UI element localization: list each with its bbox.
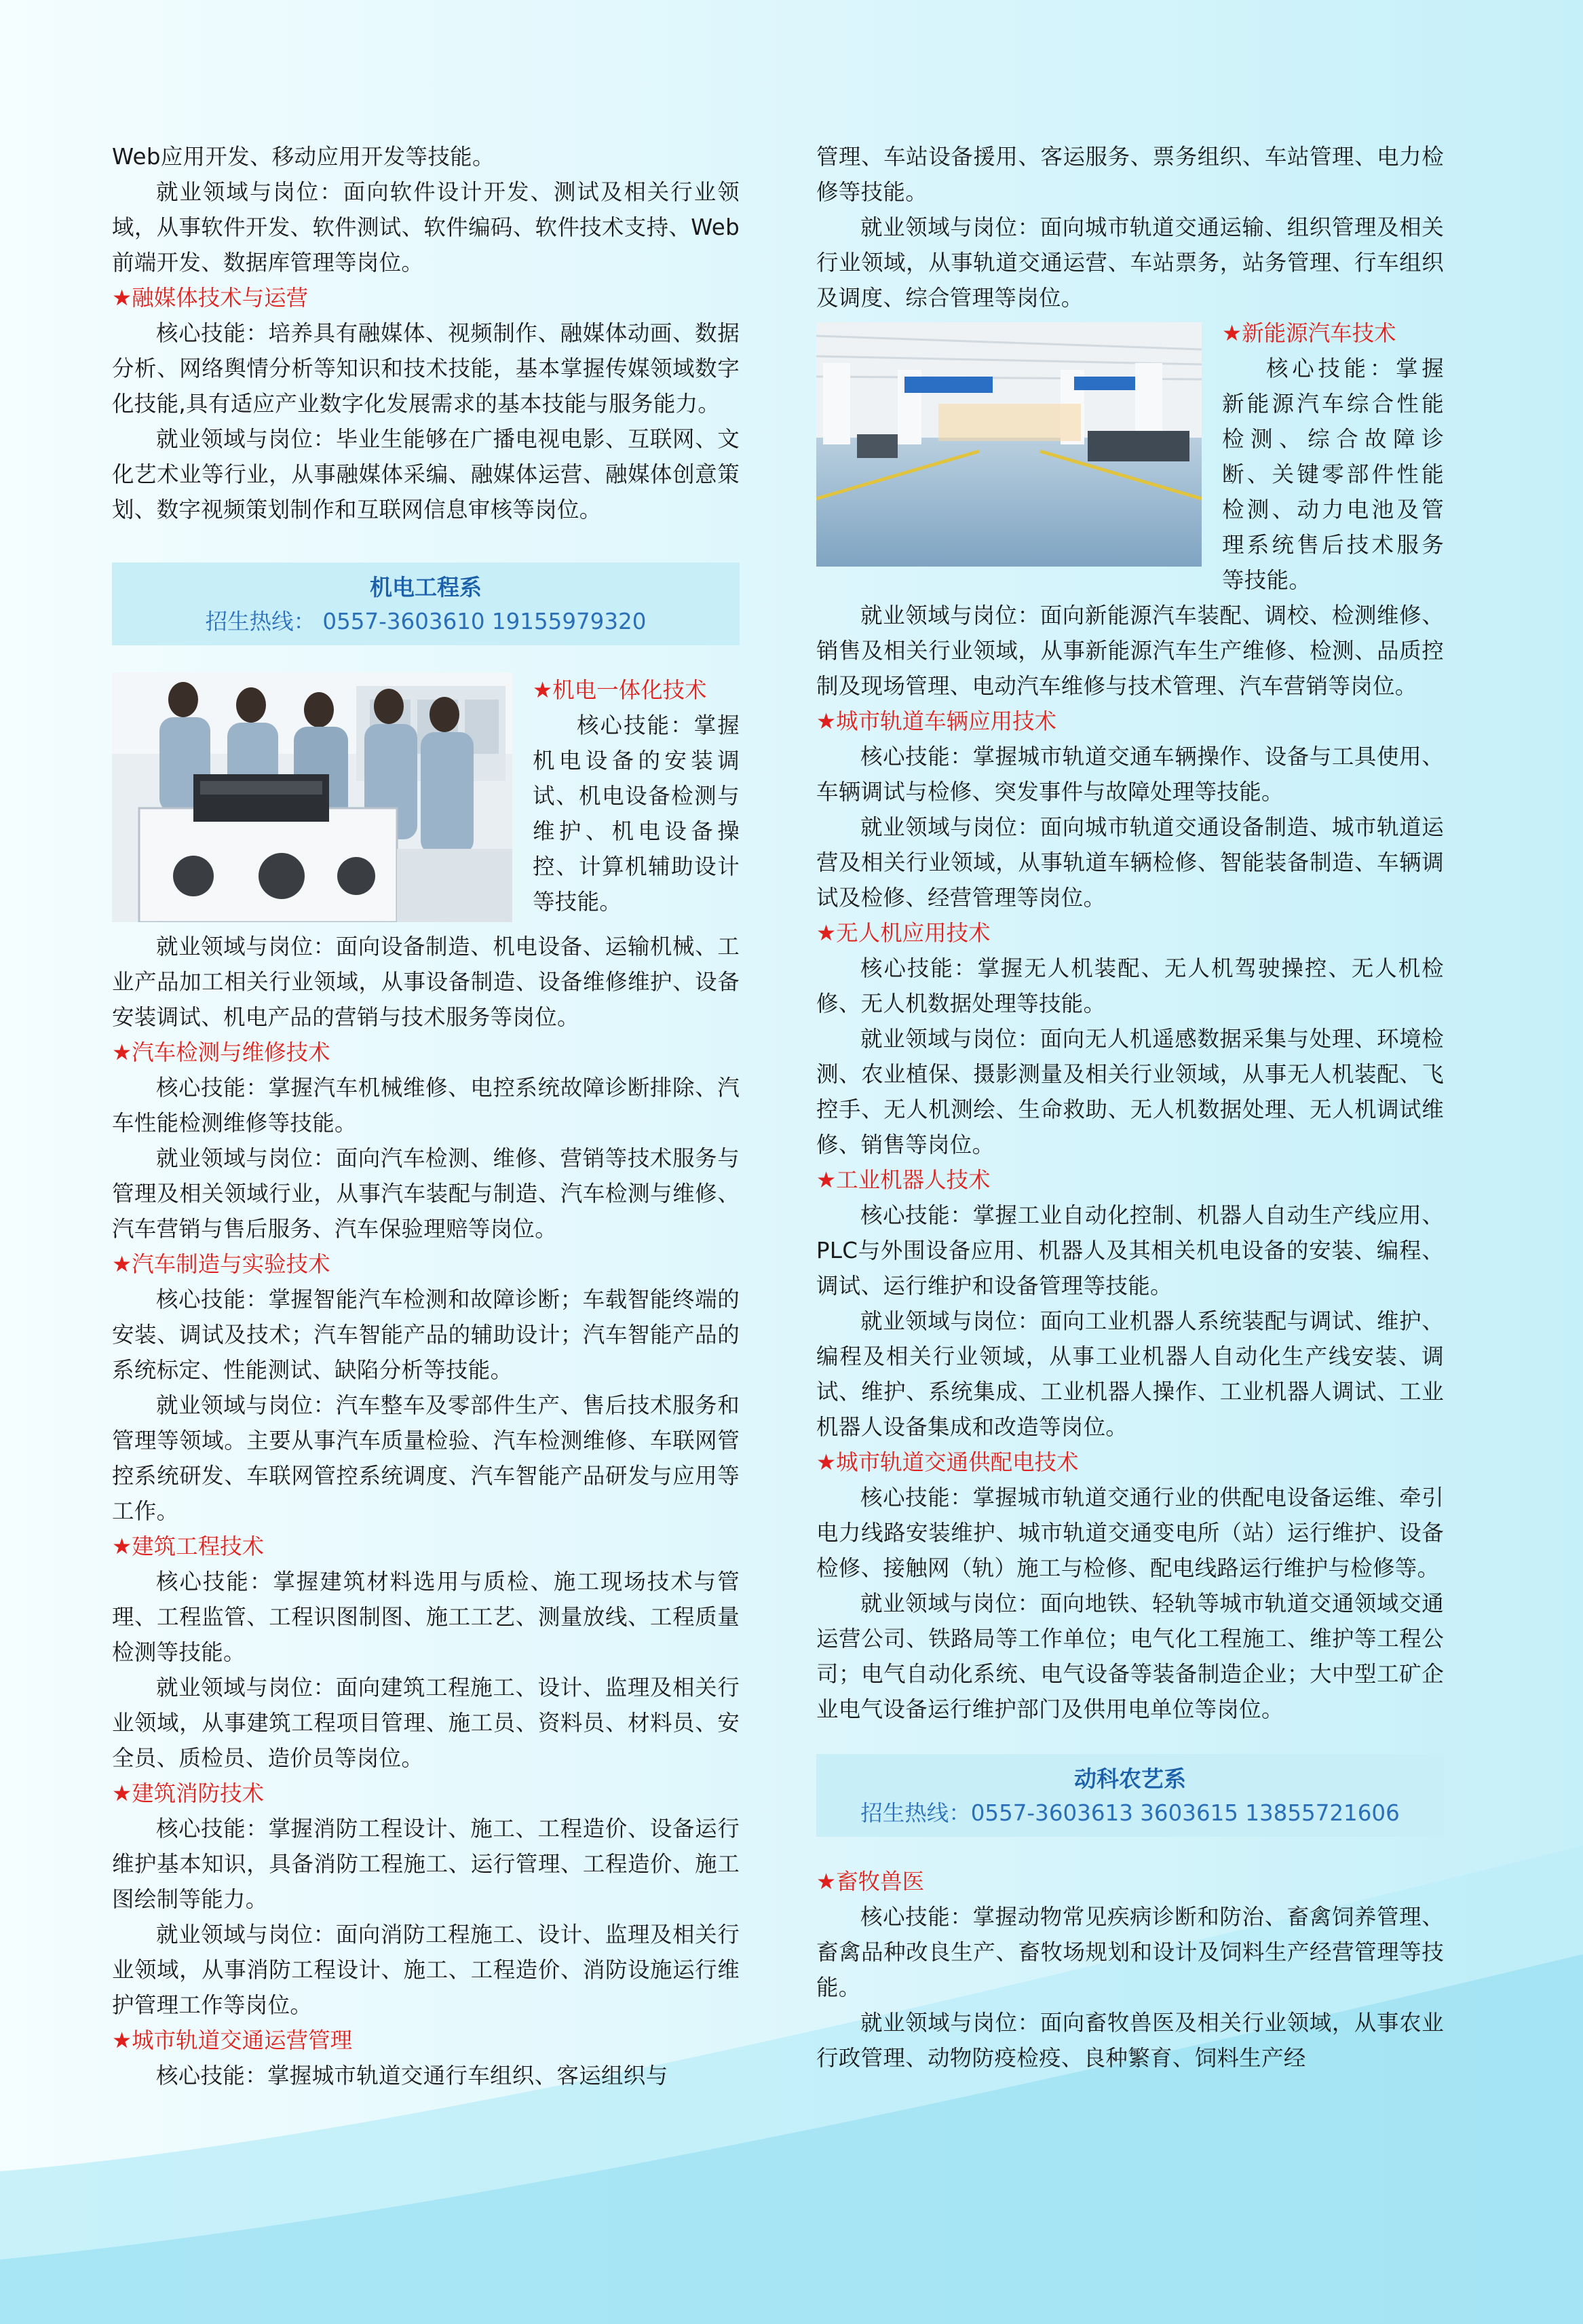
dept-hotline-jidian: 招生热线： 0557-3603610 19155979320 — [205, 609, 647, 634]
major-title-gongpeidian: ★城市轨道交通供配电技术 — [816, 1449, 1079, 1475]
major-jobs-xiaofang: 就业领域与岗位：面向消防工程施工、设计、监理及相关行业领域，从事消防工程设计、施工、工程造价、消防设施运行维护管理工作等岗位。 — [112, 1922, 740, 2018]
dept-name-dongke: 动科农艺系 — [1074, 1766, 1186, 1792]
major-title-guidao-cheliang: ★城市轨道车辆应用技术 — [816, 708, 1057, 734]
photo-jidian-students — [112, 672, 512, 922]
continued-text: 管理、车站设备援用、客运服务、票务组织、车站管理、电力检修等技能。 — [816, 144, 1444, 205]
major-title-jidian: ★机电一体化技术 — [533, 677, 707, 703]
major-skills-xumu: 核心技能：掌握动物常见疾病诊断和防治、畜禽饲养管理、畜禽品种改良生产、畜牧场规划和设计及饲料生产经营管理等技能。 — [816, 1904, 1444, 2000]
major-skills-qiche-zhizao: 核心技能：掌握智能汽车检测和故障诊断；车载智能终端的安装、调试及技术；汽车智能产品的辅助设计；汽车智能产品的系统标定、性能测试、缺陷分析等技能。 — [112, 1287, 740, 1383]
major-title-qiche-zhizao: ★汽车制造与实验技术 — [112, 1251, 330, 1277]
major-title-xiaofang: ★建筑消防技术 — [112, 1780, 265, 1806]
major-jobs-wurenji: 就业领域与岗位：面向无人机遥感数据采集与处理、环境检测、农业植保、摄影测量及相关行业领域，从事无人机装配、飞控手、无人机测绘、生命救助、无人机数据处理、无人机调试维修、销售等岗位。 — [816, 1026, 1444, 1158]
major-jobs-jiqiren: 就业领域与岗位：面向工业机器人系统装配与调试、维护、编程及相关行业领域，从事工业机器人自动化生产线安装、调试、维护、系统集成、工业机器人操作、工业机器人调试、工业机器人设备集成和改造等岗位。 — [816, 1308, 1444, 1440]
major-jobs-jianzhu: 就业领域与岗位：面向建筑工程施工、设计、监理及相关行业领域，从事建筑工程项目管理、施工员、资料员、材料员、安全员、质检员、造价员等岗位。 — [112, 1675, 740, 1771]
major-skills-xinnengyuan: 核心技能：掌握新能源汽车综合性能检测、综合故障诊断、关键零部件性能检测、动力电池及管理系统售后技术服务等技能。 — [1222, 356, 1444, 593]
major-skills-guidao-cheliang: 核心技能：掌握城市轨道交通车辆操作、设备与工具使用、车辆调试与检修、突发事件与故障处理等技能。 — [816, 744, 1444, 805]
major-skills-rongmeiti: 核心技能：培养具有融媒体、视频制作、融媒体动画、数据分析、网络舆情分析等知识和技术技能，基本掌握传媒领域数字化技能,具有适应产业数字化发展需求的基本技能与服务能力。 — [112, 320, 740, 417]
major-title-jiqiren: ★工业机器人技术 — [816, 1167, 991, 1193]
major-title-qiche-jiance: ★汽车检测与维修技术 — [112, 1040, 330, 1065]
major-jobs-qiche-jiance: 就业领域与岗位：面向汽车检测、维修、营销等技术服务与管理及相关领域行业，从事汽车装配与制造、汽车检测与维修、汽车营销与售后服务、汽车保验理赔等岗位。 — [112, 1145, 740, 1242]
major-skills-jianzhu: 核心技能：掌握建筑材料选用与质检、施工现场技术与管理、工程监管、工程识图制图、施工工艺、测量放线、工程质量检测等技能。 — [112, 1569, 740, 1665]
guidao-yunying-jobs: 就业领域与岗位：面向城市轨道交通运输、组织管理及相关行业领域，从事轨道交通运营、车站票务，站务管理、行车组织及调度、综合管理等岗位。 — [816, 214, 1444, 311]
major-jobs-gongpeidian: 就业领域与岗位：面向地铁、轻轨等城市轨道交通领域交通运营公司、铁路局等工作单位；电气化工程施工、维护等工程公司；电气自动化系统、电气设备等装备制造企业；大中型工矿企业电气设备运行维护部门及供用电单位等岗位。 — [816, 1590, 1444, 1722]
major-skills-jidian: 核心技能：掌握机电设备的安装调试、机电设备检测与维护、机电设备操控、计算机辅助设计等技能。 — [533, 712, 740, 915]
major-skills-guidao-yunying: 核心技能：掌握城市轨道交通行车组织、客运组织与 — [156, 2063, 668, 2089]
major-title-xumu: ★畜牧兽医 — [816, 1869, 925, 1894]
major-jobs-jidian: 就业领域与岗位：面向设备制造、机电设备、运输机械、工业产品加工相关行业领域，从事设备制造、设备维修维护、设备安装调试、机电产品的营销与技术服务等岗位。 — [112, 934, 740, 1030]
major-jobs-qiche-zhizao: 就业领域与岗位：汽车整车及零部件生产、售后技术服务和管理等领域。主要从事汽车质量检验、汽车检测维修、车联网管控系统研发、车联网管控系统调度、汽车智能产品研发与应用等工作。 — [112, 1392, 740, 1524]
major-title-xinnengyuan: ★新能源汽车技术 — [1222, 320, 1396, 346]
major-title-guidao-yunying: ★城市轨道交通运营管理 — [112, 2027, 353, 2053]
dept-name-jidian: 机电工程系 — [370, 574, 482, 601]
dept-banner-dongke — [816, 1754, 1444, 1837]
right-column — [816, 139, 1444, 2076]
major-jobs-guidao-cheliang: 就业领域与岗位：面向城市轨道交通设备制造、城市轨道运营及相关行业领域，从事轨道车辆检修、智能装备制造、车辆调试及检修、经营管理等岗位。 — [816, 814, 1444, 911]
major-skills-xiaofang: 核心技能：掌握消防工程设计、施工、工程造价、设备运行维护基本知识，具备消防工程施工、运行管理、工程造价、施工图绘制等能力。 — [112, 1816, 740, 1912]
intro-text-2: 就业领域与岗位：面向软件设计开发、测试及相关行业领域，从事软件开发、软件测试、软件编码、软件技术支持、Web前端开发、数据库管理等岗位。 — [112, 179, 740, 275]
dept-hotline-dongke: 招生热线：0557-3603613 3603615 13855721606 — [860, 1800, 1400, 1826]
major-skills-gongpeidian: 核心技能：掌握城市轨道交通行业的供配电设备运维、牵引电力线路安装维护、城市轨道交通变电所（站）运行维护、设备检修、接触网（轨）施工与检修、配电线路运行维护与检修等。 — [816, 1485, 1444, 1581]
major-skills-jiqiren: 核心技能：掌握工业自动化控制、机器人自动生产线应用、PLC与外围设备应用、机器人及其相关机电设备的安装、编程、调试、运行维护和设备管理等技能。 — [816, 1202, 1444, 1299]
major-jobs-rongmeiti: 就业领域与岗位：毕业生能够在广播电视电影、互联网、文化艺术业等行业，从事融媒体采编、融媒体运营、融媒体创意策划、数字视频策划制作和互联网信息审核等岗位。 — [112, 426, 740, 522]
dept-banner-jidian — [112, 563, 740, 645]
major-skills-qiche-jiance: 核心技能：掌握汽车机械维修、电控系统故障诊断排除、汽车性能检测维修等技能。 — [112, 1075, 740, 1136]
major-skills-wurenji: 核心技能：掌握无人机装配、无人机驾驶操控、无人机检修、无人机数据处理等技能。 — [816, 955, 1444, 1016]
intro-text-1: Web应用开发、移动应用开发等技能。 — [112, 144, 495, 170]
major-jobs-xumu: 就业领域与岗位：面向畜牧兽医及相关行业领域，从事农业行政管理、动物防疫检疫、良种繁育、饲料生产经 — [816, 2010, 1444, 2071]
major-title-rongmeiti: ★融媒体技术与运营 — [112, 285, 309, 311]
left-column — [112, 139, 740, 2093]
major-title-jianzhu: ★建筑工程技术 — [112, 1534, 265, 1559]
major-jobs-xinnengyuan: 就业领域与岗位：面向新能源汽车装配、调校、检测维修、销售及相关行业领域，从事新能源汽车生产维修、检测、品质控制及现场管理、电动汽车维修与技术管理、汽车营销等岗位。 — [816, 603, 1444, 699]
major-title-wurenji: ★无人机应用技术 — [816, 920, 991, 946]
photo-xinnengyuan-hall — [816, 322, 1202, 567]
